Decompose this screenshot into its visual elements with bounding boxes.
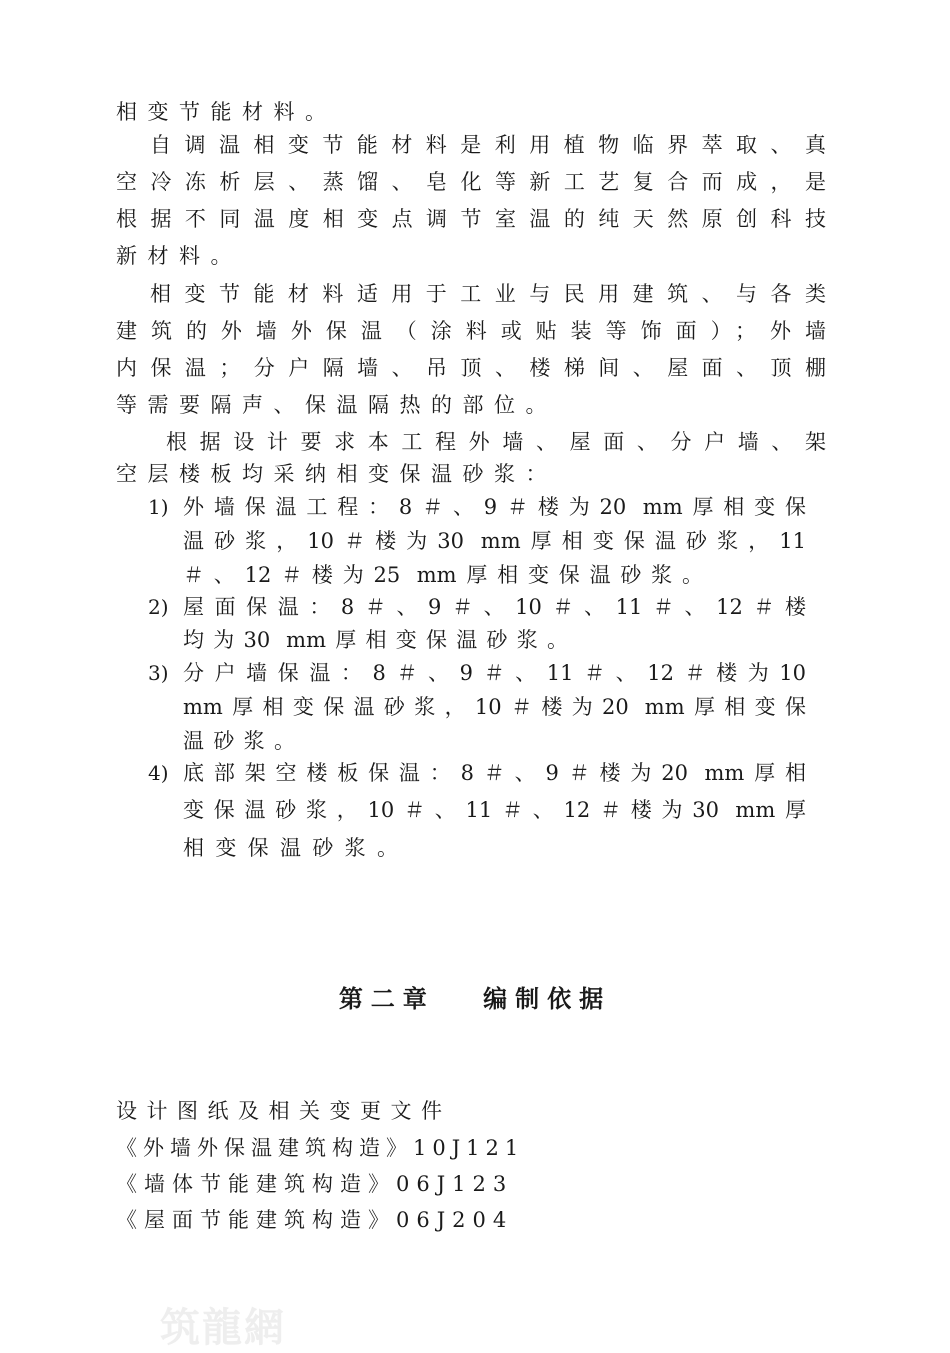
para2-line-2: 建筑的外墙外保温（涂料或贴装等饰面）；外墙 bbox=[116, 319, 826, 343]
reference-line-2: 《外墙外保温建筑构造》10J121 bbox=[116, 1136, 525, 1160]
list-item-1-line-3: ＃、12＃楼为25 mm厚相变保温砂浆。 bbox=[183, 563, 703, 587]
chapter-heading: 第二章 编制依据 bbox=[338, 985, 612, 1013]
reference-line-4: 《屋面节能建筑构造》06J204 bbox=[116, 1208, 514, 1232]
list-item-2-number: 2) bbox=[148, 595, 169, 619]
list-item-1-line-2: 温砂浆，10＃楼为30 mm厚相变保温砂浆，11 bbox=[183, 529, 806, 553]
list-item-2-line-1: 屋面保温：8＃、9＃、10＃、11＃、12＃楼 bbox=[183, 595, 806, 619]
list-item-1-line-1: 外墙保温工程：8＃、9＃楼为20 mm厚相变保 bbox=[183, 495, 806, 519]
para2-line-4: 等需要隔声、保温隔热的部位。 bbox=[116, 393, 557, 417]
watermark-logo: 筑龍網 bbox=[160, 1304, 286, 1351]
para1-line-3: 根据不同温度相变点调节室温的纯天然原创科技 bbox=[116, 207, 826, 231]
reference-line-1: 设计图纸及相关变更文件 bbox=[116, 1099, 452, 1123]
list-item-4-line-3: 相变保温砂浆。 bbox=[183, 836, 398, 860]
para2-line-3: 内保温；分户隔墙、吊顶、楼梯间、屋面、顶棚 bbox=[116, 356, 826, 380]
para1-line-2: 空冷冻析层、蒸馏、皂化等新工艺复合而成，是 bbox=[116, 170, 826, 194]
intro-tail-line: 相变节能材料。 bbox=[116, 100, 337, 124]
list-item-4-line-2: 变保温砂浆，10＃、11＃、12＃楼为30 mm厚 bbox=[183, 798, 806, 822]
list-item-3-line-1: 分户墙保温：8＃、9＃、11＃、12＃楼为10 bbox=[183, 661, 806, 685]
para1-line-1: 自调温相变节能材料是利用植物临界萃取、真 bbox=[150, 133, 826, 157]
list-item-4-number: 4) bbox=[148, 761, 169, 785]
para2-line-1: 相变节能材料适用于工业与民用建筑、与各类 bbox=[150, 282, 826, 306]
list-item-1-number: 1) bbox=[148, 495, 169, 519]
para3-line-2: 空层楼板均采纳相变保温砂浆： bbox=[116, 462, 557, 486]
list-item-2-line-2: 均为30 mm厚相变保温砂浆。 bbox=[183, 628, 568, 652]
list-item-3-number: 3) bbox=[148, 661, 169, 685]
list-item-4-line-1: 底部架空楼板保温：8＃、9＃楼为20 mm厚相 bbox=[183, 761, 806, 785]
list-item-3-line-3: 温砂浆。 bbox=[183, 729, 295, 753]
para3-line-1: 根据设计要求本工程外墙、屋面、分户墙、架 bbox=[166, 430, 826, 454]
para1-line-4: 新材料。 bbox=[116, 244, 242, 268]
list-item-3-line-2: mm厚相变保温砂浆，10＃楼为20 mm厚相变保 bbox=[183, 695, 806, 719]
reference-line-3: 《墙体节能建筑构造》06J123 bbox=[116, 1172, 514, 1196]
